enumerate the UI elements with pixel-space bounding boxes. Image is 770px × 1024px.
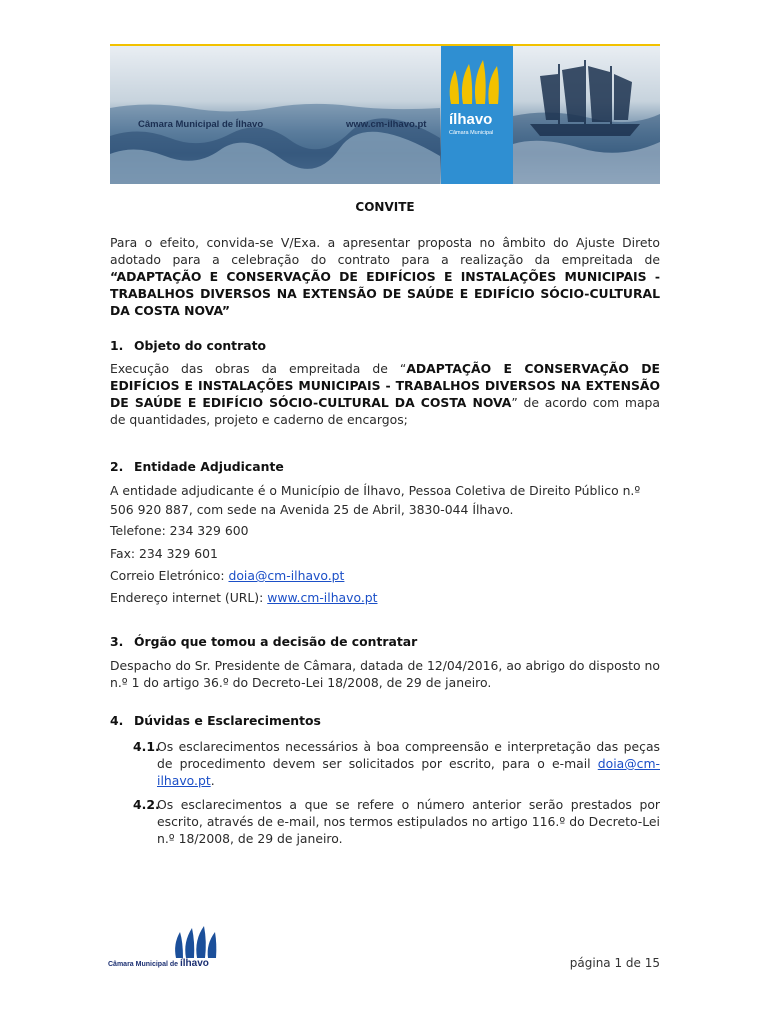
header-banner	[110, 44, 660, 184]
footer-sails-icon	[108, 922, 228, 962]
section-3-title: Órgão que tomou a decisão de contratar	[134, 634, 418, 649]
footer-logo-text	[108, 958, 209, 969]
section-2-phone: Telefone: 234 329 600	[110, 523, 249, 538]
section-4-heading	[110, 713, 660, 728]
subsection-4-2	[133, 796, 660, 847]
section-1-paragraph	[110, 360, 660, 428]
url-label: Endereço internet (URL):	[110, 590, 268, 605]
section-2-url-line	[110, 589, 660, 606]
section-3-heading	[110, 634, 660, 649]
footer-logo	[108, 922, 228, 972]
section-2-heading	[110, 459, 660, 474]
section-2-number: 2.	[110, 459, 124, 474]
sea-waves-image	[110, 46, 660, 184]
section-1-heading	[110, 338, 660, 353]
logo-name: ílhavo	[449, 111, 493, 128]
section-2-paragraph: A entidade adjudicante é o Município de Ílhavo, Pessoa Coletiva de Direito Público n.º 506 920 887, com sede na Avenida 25 de Abril, 3830-044 Ílhavo.	[110, 483, 641, 517]
section-1-project-name: ADAPTAÇÃO E CONSERVAÇÃO DE EDIFÍCIOS E INSTALAÇÕES MUNICIPAIS - TRABALHOS DIVERSOS NA EXTENSÃO DE SAÚDE E EDIFÍCIO SÓCIO-CULTURAL DA COSTA NOVA	[110, 361, 660, 410]
subsection-4-1-email-link[interactable]: doia@cm-ilhavo.pt	[157, 756, 660, 788]
section-3-number: 3.	[110, 634, 124, 649]
subsection-4-2-number: 4.2.	[133, 797, 160, 812]
page-number: página 1 de 15	[569, 956, 660, 970]
email-link[interactable]: doia@cm-ilhavo.pt	[228, 568, 345, 583]
subsection-4-2-text: Os esclarecimentos a que se refere o número anterior serão prestados por escrito, através de e-mail, nos termos estipulados no artigo 116.º do Decreto-Lei n.º 18/2008, de 29 de janeiro.	[157, 797, 660, 846]
website-link[interactable]: www.cm-ilhavo.pt	[267, 590, 378, 605]
subsection-4-1-text: Os esclarecimentos necessários à boa compreensão e interpretação das peças de procedimento devem ser solicitados por escrito, para o e-mail	[157, 739, 660, 771]
logo-subtitle: Câmara Municipal	[449, 130, 494, 136]
section-4-number: 4.	[110, 713, 124, 728]
subsection-4-1-end: .	[210, 773, 215, 788]
footer-logo-label: Câmara Municipal de	[108, 961, 179, 968]
intro-project-name: “ADAPTAÇÃO E CONSERVAÇÃO DE EDIFÍCIOS E INSTALAÇÕES MUNICIPAIS - TRABALHOS DIVERSOS NA EXTENSÃO DE SAÚDE E EDIFÍCIO SÓCIO-CULTURAL DA COSTA NOVA”	[110, 269, 660, 318]
banner-website: www.cm-ilhavo.pt	[346, 119, 427, 130]
sails-icon	[441, 46, 513, 110]
section-3-paragraph: Despacho do Sr. Presidente de Câmara, datada de 12/04/2016, ao abrigo do disposto no n.º 1 do artigo 36.º do Decreto-Lei 18/2008, de 29 de janeiro.	[110, 658, 660, 690]
intro-paragraph	[110, 234, 660, 319]
section-4-title: Dúvidas e Esclarecimentos	[134, 713, 321, 728]
section-1-title: Objeto do contrato	[134, 338, 267, 353]
section-2-fax: Fax: 234 329 601	[110, 546, 218, 561]
email-label: Correio Eletrónico:	[110, 568, 229, 583]
document-title: CONVITE	[355, 200, 415, 214]
section-2-email-line	[110, 567, 660, 584]
subsection-4-1-number: 4.1.	[133, 739, 160, 754]
footer-logo-name: ílhavo	[179, 958, 209, 969]
section-1-number: 1.	[110, 338, 124, 353]
section-1-text-post: ” de acordo com mapa de quantidades, projeto e caderno de encargos;	[110, 395, 660, 427]
intro-text: Para o efeito, convida-se V/Exa. a apresentar proposta no âmbito do Ajuste Direto adotado para a celebração do contrato para a realização da empreitada de	[110, 235, 660, 267]
banner-organization: Câmara Municipal de Ílhavo	[138, 119, 264, 130]
section-1-text-pre: Execução das obras da empreitada de “	[110, 361, 407, 376]
subsection-4-1	[133, 738, 660, 789]
section-2-title: Entidade Adjudicante	[134, 459, 284, 474]
municipality-logo	[441, 46, 513, 184]
